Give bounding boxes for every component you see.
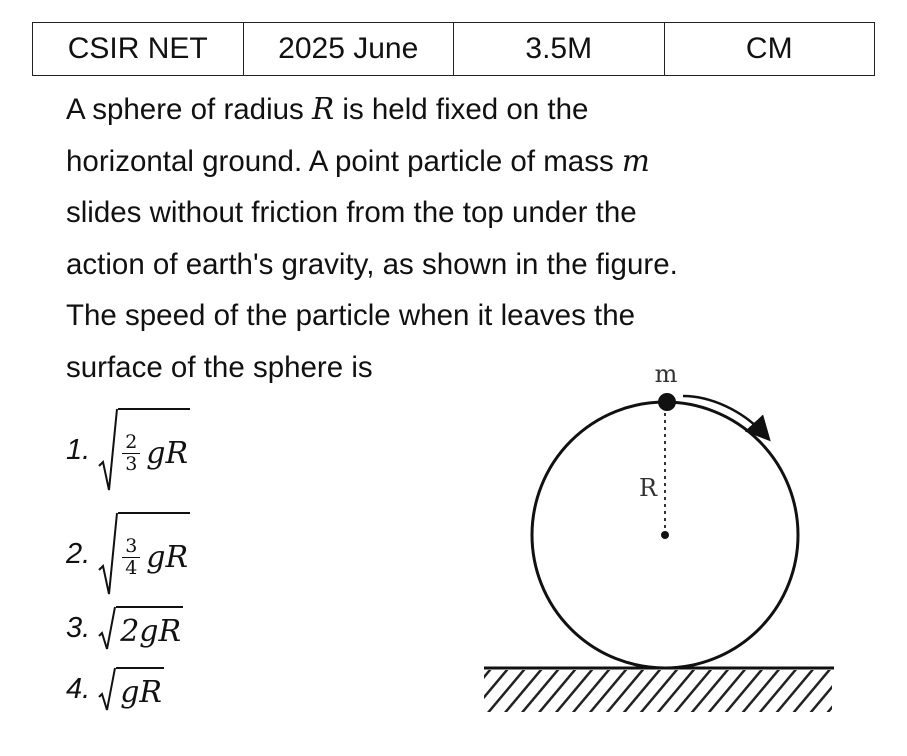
mass-variable: m xyxy=(621,143,650,178)
radical-sign-icon xyxy=(98,512,118,596)
option-4[interactable] xyxy=(66,667,164,711)
mass-label: m xyxy=(654,360,678,388)
question-line: slides without friction from the top under the xyxy=(66,196,637,229)
radical-sign-icon xyxy=(98,408,118,492)
option-expression: 2gR xyxy=(116,606,183,650)
exam-cell: CSIR NET xyxy=(33,23,244,76)
header-row xyxy=(33,23,875,76)
option-number: 1. xyxy=(66,433,91,466)
sqrt-expression xyxy=(98,667,164,711)
question-line: horizontal ground. A point particle of mass m xyxy=(66,143,650,178)
sqrt-expression xyxy=(98,408,190,492)
radius-variable: R xyxy=(311,92,335,126)
option-2[interactable] xyxy=(66,512,190,596)
question-line: The speed of the particle when it leaves the xyxy=(66,299,636,332)
topic-cell: CM xyxy=(664,23,875,76)
sqrt-expression xyxy=(98,606,183,650)
ground-hatching xyxy=(484,670,832,712)
radical-sign-icon xyxy=(98,606,116,650)
sqrt-expression xyxy=(98,512,190,596)
radical-sign-icon xyxy=(98,667,116,711)
header-table xyxy=(32,22,875,76)
sphere-center xyxy=(661,531,669,539)
option-1[interactable] xyxy=(66,408,190,492)
option-3[interactable] xyxy=(66,606,183,650)
radius-label: R xyxy=(638,474,658,502)
sphere-figure xyxy=(470,348,850,720)
marks-cell: 3.5M xyxy=(454,23,665,76)
session-cell: 2025 June xyxy=(243,23,454,76)
fraction: $\frac{2}{3}$ xyxy=(122,432,140,475)
option-number: 4. xyxy=(66,672,91,705)
option-number: 2. xyxy=(66,537,91,570)
mass-particle xyxy=(658,393,676,411)
fraction: $\frac{3}{4}$ xyxy=(122,536,140,579)
option-expression: gR xyxy=(146,435,189,471)
question-line: action of earth's gravity, as shown in the figure. xyxy=(66,247,678,281)
option-expression: gR xyxy=(146,539,189,575)
question-text xyxy=(66,84,846,393)
option-number: 3. xyxy=(66,611,91,644)
question-line: surface of the sphere is xyxy=(66,350,373,384)
question-line: A sphere of radius R is held fixed on the xyxy=(66,92,589,126)
option-expression: gR xyxy=(116,667,164,711)
